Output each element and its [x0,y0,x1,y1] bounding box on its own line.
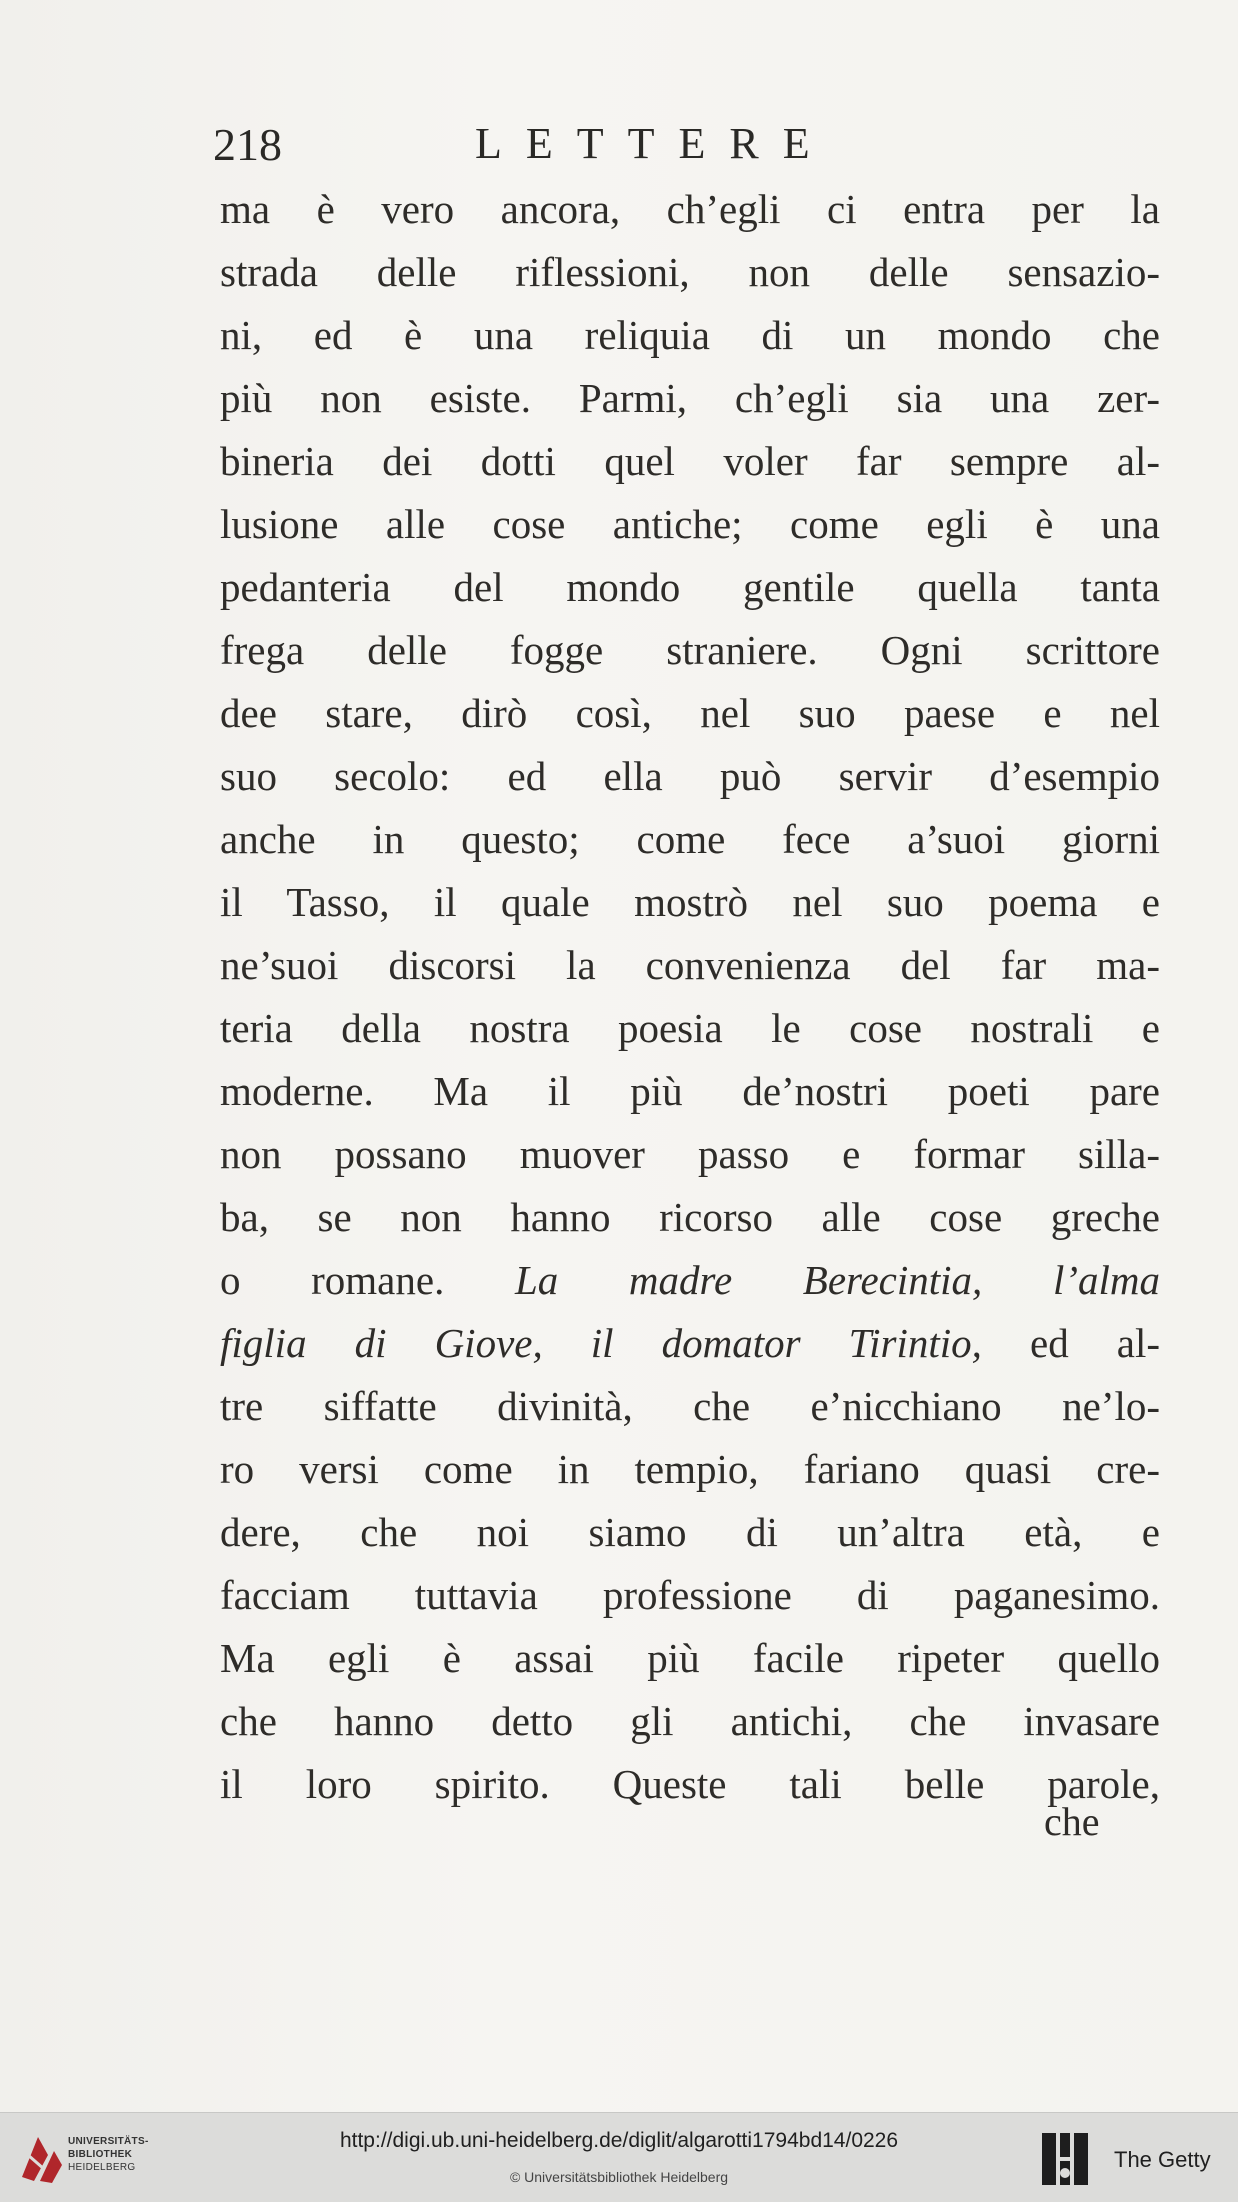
text-line-mixed [220,1312,1160,1375]
text-line: ni, ed è una reliquia di un mondo che [220,312,1160,358]
catchword: che [1044,1799,1100,1844]
viewer-footer [0,2112,1238,2202]
text-line: il Tasso, il quale mostrò nel suo poema e [220,879,1160,925]
text-line-mixed [220,1249,1160,1312]
permalink-url[interactable]: http://digi.ub.uni-heidelberg.de/diglit/algarotti1794bd14/0226 [339,2129,899,2152]
library-line: BIBLIOTHEK [68,2149,133,2160]
italic-span: figlia di Giove, il domator Tirintio, [220,1320,982,1366]
partner-name[interactable]: The Getty [1114,2147,1211,2172]
text-line: moderne. Ma il più de’nostri poeti pare [220,1068,1160,1114]
copyright-text: © Universitätsbibliothek Heidelberg [509,2169,729,2185]
text-line: tre siffatte divinità, che e’nicchiano ne’lo- [220,1383,1160,1429]
text-line: strada delle riflessioni, non delle sensazio- [220,249,1160,295]
text-line: frega delle fogge straniere. Ogni scrittore [220,627,1160,673]
getty-logo-icon[interactable] [1040,2129,1090,2189]
text-line-roman: ed al- [1030,1320,1160,1366]
italic-span: La madre Berecintia, l’alma [514,1257,1160,1303]
text-line: suo secolo: ed ella può servir d’esempio [220,753,1160,799]
text-line: non possano muover passo e formar silla- [220,1131,1160,1177]
text-line: dere, che noi siamo di un’altra età, e [220,1509,1160,1555]
running-title: LETTERE [475,119,834,168]
body-text [220,178,1160,1816]
text-line: facciam tuttavia professione di paganesimo. [220,1572,1160,1618]
library-line: UNIVERSITÄTS- [68,2136,149,2147]
page-header [213,118,893,178]
text-line: ne’suoi discorsi la convenienza del far ma- [220,942,1160,988]
text-line: anche in questo; come fece a’suoi giorni [220,816,1160,862]
text-line: ba, se non hanno ricorso alle cose greche [220,1194,1160,1240]
page-number: 218 [213,119,282,170]
text-line: teria della nostra poesia le cose nostrali e [220,1005,1160,1051]
text-line: dee stare, dirò così, nel suo paese e nel [220,690,1160,736]
text-line-roman: o romane. [220,1257,445,1303]
text-line: pedanteria del mondo gentile quella tanta [220,564,1160,610]
text-line: il loro spirito. Queste tali belle parole, [220,1761,1160,1807]
library-line: HEIDELBERG [68,2162,136,2173]
text-line: ma è vero ancora, ch’egli ci entra per la [220,186,1160,232]
text-line: lusione alle cose antiche; come egli è una [220,501,1160,547]
text-line: più non esiste. Parmi, ch’egli sia una zer- [220,375,1160,421]
text-line: ro versi come in tempio, fariano quasi cre- [220,1446,1160,1492]
text-line: bineria dei dotti quel voler far sempre al- [220,438,1160,484]
text-line: che hanno detto gli antichi, che invasare [220,1698,1160,1744]
text-line: Ma egli è assai più facile ripeter quello [220,1635,1160,1681]
